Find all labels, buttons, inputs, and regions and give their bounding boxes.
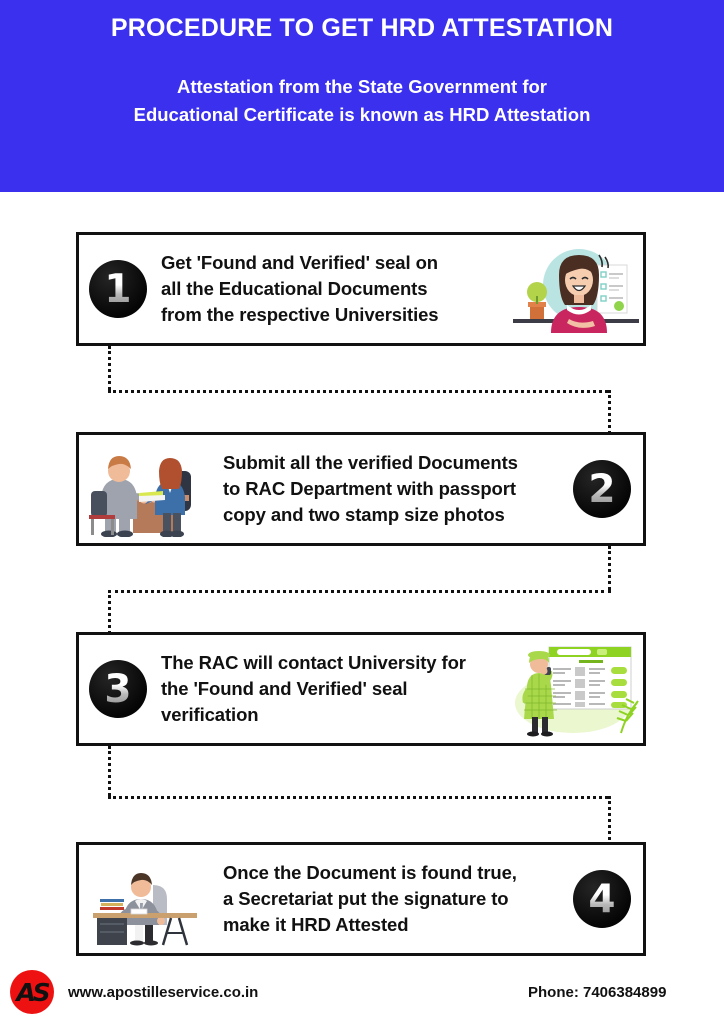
step-text-3-line-1: The RAC will contact University for [161,651,466,673]
connector-1-2-segment-across [108,390,608,393]
step-card-4[interactable] [76,842,646,956]
step-text-2 [217,450,567,529]
logo-initials: AS [16,977,48,1007]
step-card-3[interactable] [76,632,646,746]
connector-2-3-segment-down-right [608,546,611,590]
connector-2-3-segment-across [108,590,611,593]
connector-3-4-segment-down-right [608,796,611,846]
step-number-2: 2 [588,466,616,512]
footer [0,960,724,1024]
step-text-4-line-3: make it HRD Attested [223,914,409,936]
two-people-at-desk-illustration [87,441,213,537]
woman-with-checklist-illustration [513,241,639,337]
step-number-1: 1 [104,266,132,312]
step-number-4: 4 [588,876,616,922]
step-text-3-line-3: verification [161,704,259,726]
header-banner [0,0,724,192]
step-text-2-line-3: copy and two stamp size photos [223,504,505,526]
step-text-2-line-2: to RAC Department with passport [223,477,516,499]
man-at-desk-signing-illustration [87,851,213,947]
step-number-3: 3 [104,666,132,712]
website-url[interactable]: www.apostilleservice.co.in [68,983,259,1001]
phone-number: Phone: 7406384899 [528,983,667,1001]
connector-3-4-segment-down-left [108,746,111,796]
step-number-badge-3 [89,660,147,718]
connector-3-4-segment-across [108,796,608,799]
step-number-badge-1 [89,260,147,318]
step-number-badge-2 [573,460,631,518]
page-subtitle-line2: Educational Certificate is known as HRD Attestation [133,104,591,126]
step-text-1-line-3: from the respective Universities [161,304,439,326]
page-subtitle [0,43,724,130]
step-text-1-line-2: all the Educational Documents [161,277,428,299]
connector-1-2-segment-down-right [608,390,611,434]
step-text-3 [155,650,509,729]
step-text-1-line-1: Get 'Found and Verified' seal on [161,251,438,273]
page-title: PROCEDURE TO GET HRD ATTESTATION [110,14,614,42]
step-text-2-line-1: Submit all the verified Documents [223,451,518,473]
step-text-4-line-1: Once the Document is found true, [223,861,517,883]
woman-on-phone-with-dashboard-illustration [513,641,639,737]
connector-2-3-segment-down-left [108,590,111,634]
step-text-4 [217,860,567,939]
step-text-3-line-2: the 'Found and Verified' seal [161,677,408,699]
step-number-badge-4 [573,870,631,928]
company-logo-icon [10,970,54,1014]
connector-1-2-segment-down-left [108,346,111,390]
page-subtitle-line1: Attestation from the State Government for [176,75,548,97]
process-flow [0,192,724,960]
step-text-1 [155,250,509,329]
step-card-2[interactable] [76,432,646,546]
step-text-4-line-2: a Secretariat put the signature to [223,887,509,909]
step-card-1[interactable] [76,232,646,346]
